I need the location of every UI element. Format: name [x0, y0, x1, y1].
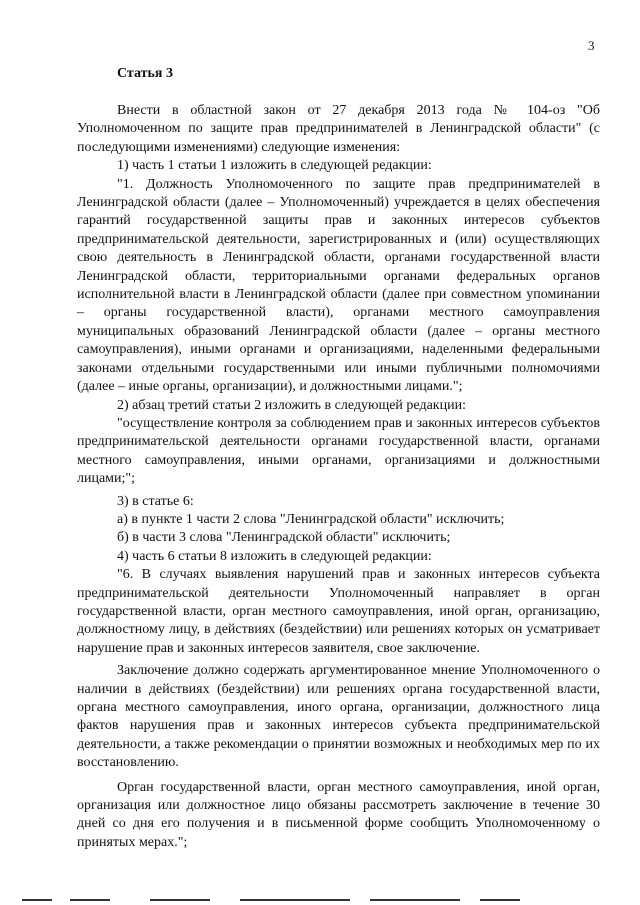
paragraph-item-1: 1) часть 1 статьи 1 изложить в следующей редакции:	[117, 158, 432, 174]
paragraph-quote-6: "6. В случаях выявления нарушений прав и законных интересов субъекта предпринимательской деятельности Уполномоченный направляет в орган государственной власти, орган местного самоуправления, иной орган, организацию, должностному лицу, в действиях (бездействии) или решениях которых он усматривает нарушение прав и законных интересов заявителя, свое заключение.	[77, 567, 600, 656]
page-number: 3	[588, 38, 595, 53]
paragraph-item-2: 2) абзац третий статьи 2 изложить в следующей редакции:	[117, 397, 466, 413]
document-body	[77, 102, 600, 852]
paragraph-item-3a: а) в пункте 1 части 2 слова "Ленинградской области" исключить;	[117, 511, 505, 527]
paragraph-item-3b: б) в части 3 слова "Ленинградской области" исключить;	[117, 530, 451, 546]
paragraph-quote-1: "1. Должность Уполномоченного по защите прав предпринимателей в Ленинградской области (далее – Уполномоченный) учреждается в целях обеспечения гарантий государственной защиты прав и законных интересов субъектов предпринимательской деятельности, зарегистрированных и (или) осуществляющих свою деятельность в Ленинградской области, органами государственной власти Ленинградской области, территориальными органами федеральных органов исполнительной власти в Ленинградской области (далее при совместном упоминании – органы государственной власти), органами местного самоуправления муниципальных образований Ленинградской области (далее – органы местного самоуправления), иными органами и организациями, наделенными федеральными законами отдельными государственными или иными публичными полномочиями (далее – иные органы, организации), и должностными лицами.";	[77, 176, 600, 395]
paragraph-obligation: Орган государственной власти, орган местного самоуправления, иной орган, организация или должностное лицо обязаны рассмотреть заключение в течение 30 дней со дня его получения и в письменной форме сообщить Уполномоченному о принятых мерах.";	[77, 779, 600, 850]
paragraph-conclusion: Заключение должно содержать аргументированное мнение Уполномоченного о наличии в действиях (бездействии) или решениях органа государственной власти, органа местного самоуправления, иного органа, организации, должностного лица фактов нарушения прав и законных интересов субъекта предпринимательской деятельности, а также рекомендации о принятии возможных и необходимых мер по их восстановлению.	[77, 663, 600, 771]
paragraph-item-3: 3) в статье 6:	[117, 493, 194, 509]
paragraph-quote-2: "осуществление контроля за соблюдением прав и законных интересов субъектов предпринимательской деятельности органами государственной власти, органами местного самоуправления, иными органами, организациями и должностными лицами;";	[77, 415, 600, 487]
article-title: Статья 3	[117, 66, 173, 81]
paragraph-item-4: 4) часть 6 статьи 8 изложить в следующей редакции:	[117, 548, 432, 564]
scan-edge-artifact	[0, 896, 640, 905]
paragraph-intro: Внести в областной закон от 27 декабря 2013 года № 104-оз "Об Уполномоченном по защите прав предпринимателей в Ленинградской области" (с последующими изменениями) следующие изменения:	[77, 103, 600, 155]
